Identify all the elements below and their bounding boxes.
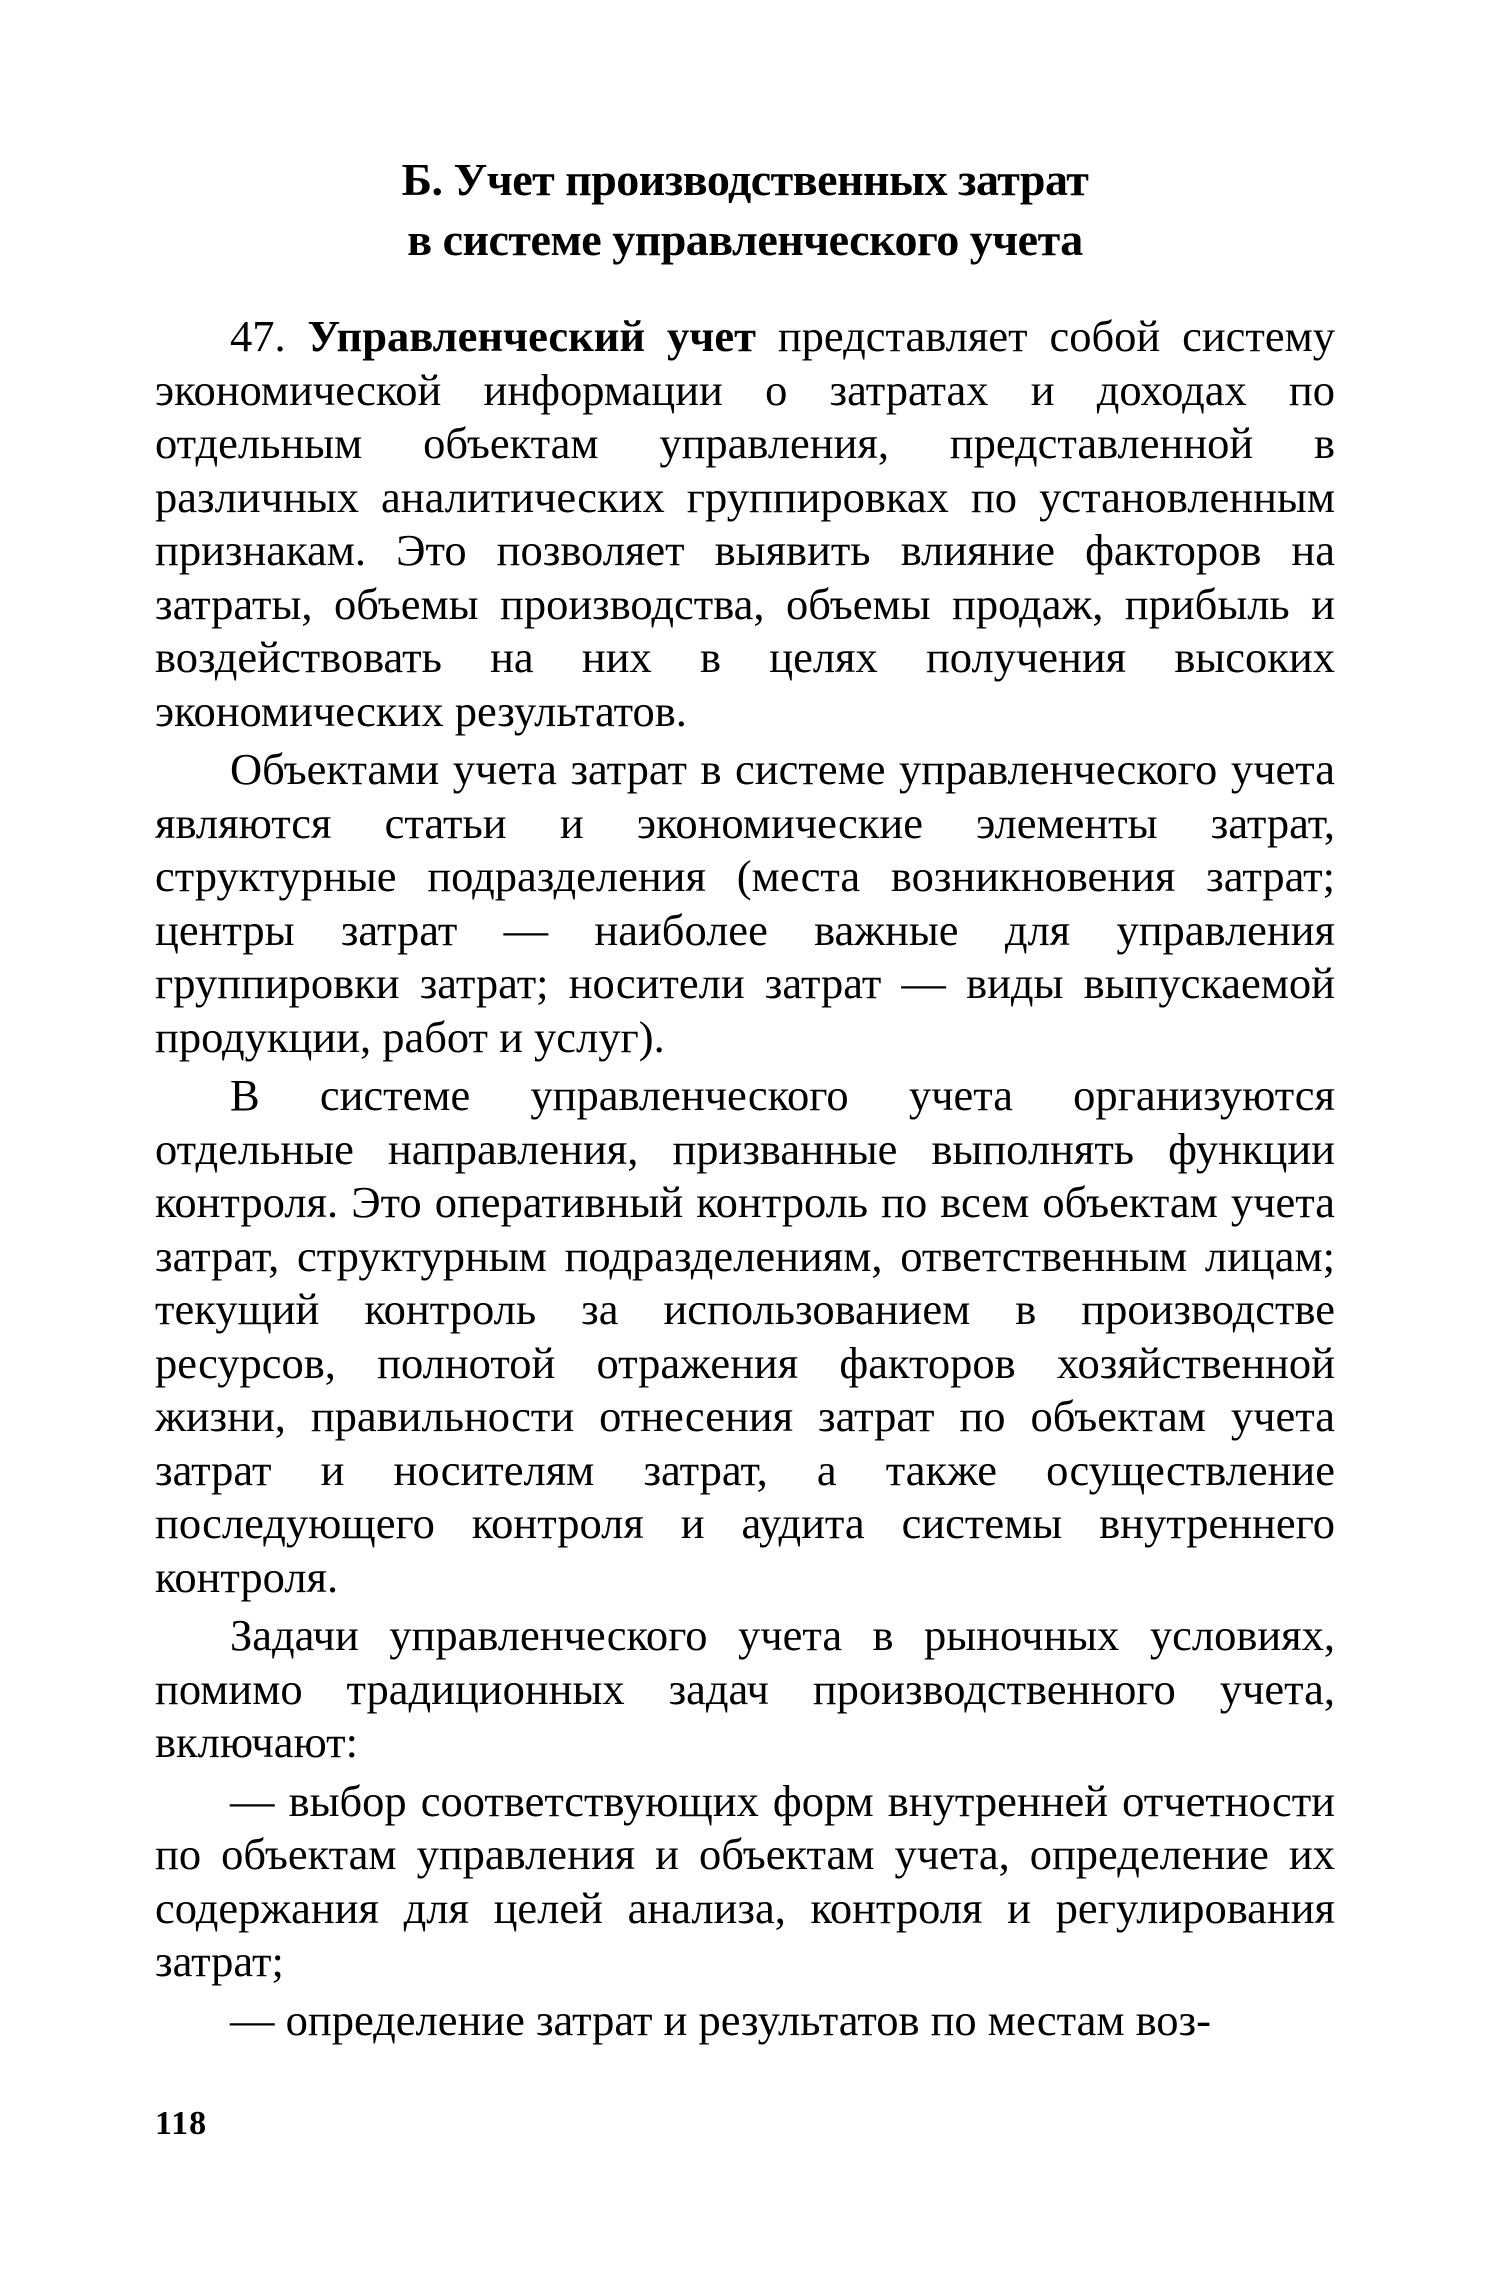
paragraph-control: В системе управленческого учета организуются отдельные направления, призванные выполнять функции контроля. Это оперативный контроль по всем объектам учета затрат, структурным подразделениям, ответственным лицам; текущий контроль за использованием в производстве ресурсов, полнотой отражения факторов хозяйственной жизни, правильности отнесения затрат по объектам учета затрат и носителям затрат, а также осуществление последующего контроля и аудита системы внутреннего контроля. xyxy=(155,1070,1335,1602)
paragraph-text: представляет собой систему экономической информации о затратах и доходах по отдельным объектам управления, представленной в различных аналитических группировках по установленным признакам. Это позволяет выявить влияние факторов на затраты, объемы производства, объемы продаж, прибыль и воздействовать на них в целях получения высоких экономических результатов. xyxy=(155,311,1335,736)
list-item: — определение затрат и результатов по местам воз- xyxy=(230,1994,1211,2045)
paragraph-number: 47. xyxy=(230,311,286,361)
body-text xyxy=(155,310,1335,2052)
section-heading xyxy=(155,150,1335,270)
key-term: Управленческий учет xyxy=(307,311,756,361)
section-heading-line-2: в системе управленческого учета xyxy=(407,214,1083,265)
list-item: — выбор соответствующих форм внутренней отчетности по объектам управления и объектам учета, определение их содержания для целей анализа, контроля и регулирования затрат; xyxy=(155,1775,1335,1986)
paragraph-47 xyxy=(155,310,1335,738)
section-heading-line-1: Б. Учет производственных затрат xyxy=(401,154,1089,205)
paragraph-objects: Объектами учета затрат в системе управленческого учета являются статьи и экономические элементы затрат, структурные подразделения (места возникновения затрат; центры затрат — наиболее важные для управления группировки затрат; носители затрат — виды выпускаемой продукции, работ и услуг). xyxy=(155,744,1335,1062)
page-number: 118 xyxy=(155,2105,208,2142)
paragraph-tasks: Задачи управленческого учета в рыночных условиях, помимо традиционных задач производственного учета, включают: xyxy=(155,1610,1335,1767)
